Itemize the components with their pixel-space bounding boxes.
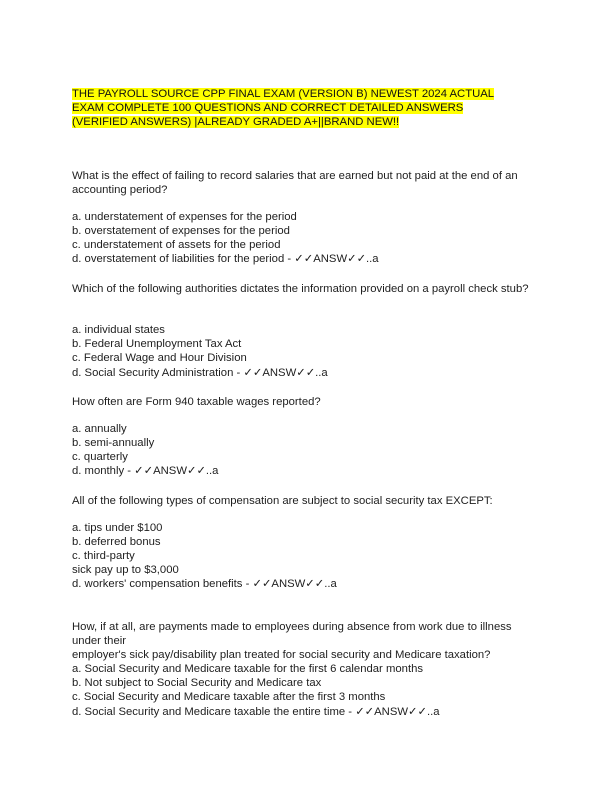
question-1-text: What is the effect of failing to record salaries that are earned but not paid at the end of an accounting period? bbox=[72, 170, 518, 196]
title-line: (VERIFIED ANSWERS) |ALREADY GRADED A+||BRAND NEW!! bbox=[72, 116, 400, 128]
question-3-option-c: c. quarterly bbox=[72, 451, 128, 463]
question-2-option-b: b. Federal Unemployment Tax Act bbox=[72, 338, 242, 350]
question-4-option-d: d. workers' compensation benefits - ✓✓ANSW✓✓..a bbox=[72, 578, 337, 590]
question-4-option-c-continued: sick pay up to $3,000 bbox=[72, 564, 179, 576]
question-4-option-a: a. tips under $100 bbox=[72, 522, 163, 534]
question-1-option-d: d. overstatement of liabilities for the period - ✓✓ANSW✓✓..a bbox=[72, 253, 379, 265]
question-4-text: All of the following types of compensation are subject to social security tax EXCEPT: bbox=[72, 495, 493, 507]
title-line: EXAM COMPLETE 100 QUESTIONS AND CORRECT DETAILED ANSWERS bbox=[72, 102, 464, 114]
question-4-option-b: b. deferred bonus bbox=[72, 536, 161, 548]
question-5-text-line-2: under their bbox=[72, 635, 127, 647]
question-2-text: Which of the following authorities dictates the information provided on a payroll check stub? bbox=[72, 283, 529, 295]
question-5-text-line-1: How, if at all, are payments made to employees during absence from work due to illness bbox=[72, 621, 512, 633]
question-3-text: How often are Form 940 taxable wages reported? bbox=[72, 396, 321, 408]
question-1-option-a: a. understatement of expenses for the period bbox=[72, 211, 297, 223]
question-5-option-b: b. Not subject to Social Security and Medicare tax bbox=[72, 677, 322, 689]
document-title bbox=[72, 87, 542, 129]
question-2-option-d: d. Social Security Administration - ✓✓ANSW✓✓..a bbox=[72, 367, 328, 379]
question-3-option-a: a. annually bbox=[72, 423, 127, 435]
question-3-option-b: b. semi-annually bbox=[72, 437, 155, 449]
question-1-option-b: b. overstatement of expenses for the period bbox=[72, 225, 290, 237]
question-3-option-d: d. monthly - ✓✓ANSW✓✓..a bbox=[72, 465, 219, 477]
question-2-option-a: a. individual states bbox=[72, 324, 165, 336]
title-line: THE PAYROLL SOURCE CPP FINAL EXAM (VERSION B) NEWEST 2024 ACTUAL bbox=[72, 88, 495, 100]
question-5-option-d: d. Social Security and Medicare taxable the entire time - ✓✓ANSW✓✓..a bbox=[72, 706, 440, 718]
question-1-option-c: c. understatement of assets for the period bbox=[72, 239, 281, 251]
question-2-option-c: c. Federal Wage and Hour Division bbox=[72, 352, 247, 364]
question-5-text-line-3: employer's sick pay/disability plan treated for social security and Medicare taxation? bbox=[72, 649, 491, 661]
question-4-option-c: c. third-party bbox=[72, 550, 135, 562]
question-5-option-a: a. Social Security and Medicare taxable for the first 6 calendar months bbox=[72, 663, 424, 675]
question-5-option-c: c. Social Security and Medicare taxable after the first 3 months bbox=[72, 691, 386, 703]
